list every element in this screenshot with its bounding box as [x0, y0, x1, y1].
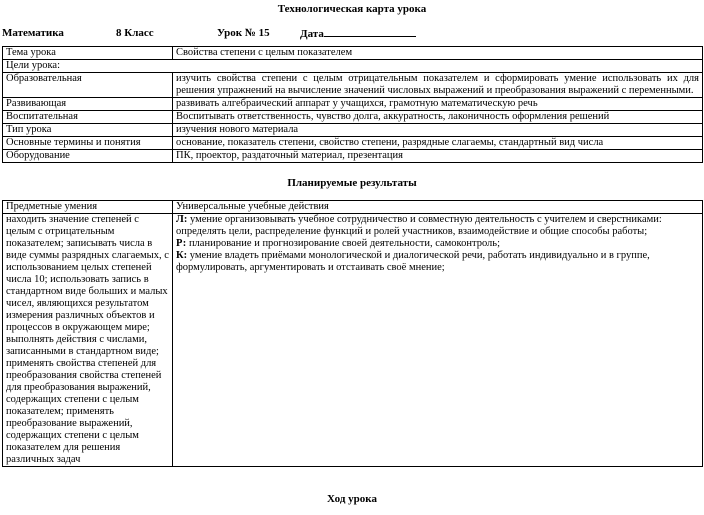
lesson-type-value: изучения нового материала [173, 124, 703, 137]
upbringing-goal-row [3, 111, 703, 124]
terms-value: основание, показатель степени, свойство степени, разрядные слагаемы, стандартный вид числа [173, 137, 703, 150]
universal-actions-cell [173, 214, 703, 467]
date-blank-line [324, 27, 416, 37]
goals-row [3, 60, 703, 73]
upbringing-goal-value: Воспитывать ответственность, чувство долга, аккуратность, лаконичность оформления решений [173, 111, 703, 124]
regulatory-uud-item [176, 238, 699, 250]
lesson-number-label: Урок № 15 [217, 27, 270, 39]
lesson-type-label: Тип урока [3, 124, 173, 137]
terms-row [3, 137, 703, 150]
topic-label: Тема урока [3, 47, 173, 60]
communicative-uud-prefix: К: [176, 250, 188, 261]
planned-results-heading: Планируемые результаты [287, 177, 417, 189]
results-content-row [3, 214, 703, 467]
personal-uud-prefix: Л: [176, 214, 188, 225]
grade-label: 8 Класс [116, 27, 154, 39]
equipment-row [3, 150, 703, 163]
developing-goal-value: развивать алгебраический аппарат у учащихся, грамотную математическую речь [173, 98, 703, 111]
date-label: Дата [300, 28, 324, 40]
developing-goal-row [3, 98, 703, 111]
upbringing-goal-label: Воспитательная [3, 111, 173, 124]
terms-label: Основные термины и понятия [3, 137, 173, 150]
equipment-value: ПК, проектор, раздаточный материал, презентация [173, 150, 703, 163]
page-title: Технологическая карта урока [277, 3, 427, 15]
topic-row [3, 47, 703, 60]
educational-goal-row [3, 73, 703, 98]
subject-label: Математика [2, 27, 64, 39]
developing-goal-label: Развивающая [3, 98, 173, 111]
lesson-flow-heading: Ход урока [327, 493, 377, 505]
lesson-type-row [3, 124, 703, 137]
universal-actions-header: Универсальные учебные действия [173, 201, 703, 214]
equipment-label: Оборудование [3, 150, 173, 163]
communicative-uud-item [176, 250, 699, 274]
regulatory-uud-prefix: Р: [176, 238, 187, 249]
educational-goal-value: изучить свойства степени с целым отрицательным показателем и сформировать умение использовать их для решения упражнений на вычисление значений числовых выражений и преобразования выражений с переменными. [173, 73, 703, 98]
date-field [300, 27, 416, 40]
communicative-uud-text: умение владеть приёмами монологической и диалогической речи, работать индивидуально и в группе, формулировать, аргументировать и отстаивать своё мнение; [176, 250, 650, 273]
results-header-row [3, 201, 703, 214]
lesson-info-table [2, 46, 703, 163]
goals-label: Цели урока: [3, 60, 703, 73]
planned-results-table [2, 200, 703, 467]
personal-uud-item [176, 214, 699, 238]
subject-skills-header: Предметные умения [3, 201, 173, 214]
regulatory-uud-text: планирование и прогнозирование своей деятельности, самоконтроль; [186, 238, 500, 249]
topic-value: Свойства степени с целым показателем [173, 47, 703, 60]
personal-uud-text: умение организовывать учебное сотрудничество и совместную деятельность с учителем и сверстниками: определять цели, распределение функций и ролей участников, взаимодействие и общие способы работы; [176, 214, 662, 237]
educational-goal-label: Образовательная [3, 73, 173, 98]
subject-skills-text: находить значение степеней с целым с отрицательным показателем; записывать числа в виде суммы разрядных слагаемых, с использованием целых степеней числа 10; использовать запись в стандартном виде больших и малых чисел, являющихся результатом измерения различных объектов и процессов в окружающем мире; выполнять действия с числами, записанными в стандартном виде; применять свойства степеней для преобразования свойства степеней для преобразования выражений, содержащих степени с целым показателем; применять преобразование выражений, содержащих степени с целым показателем для решения различных задач [3, 214, 173, 467]
